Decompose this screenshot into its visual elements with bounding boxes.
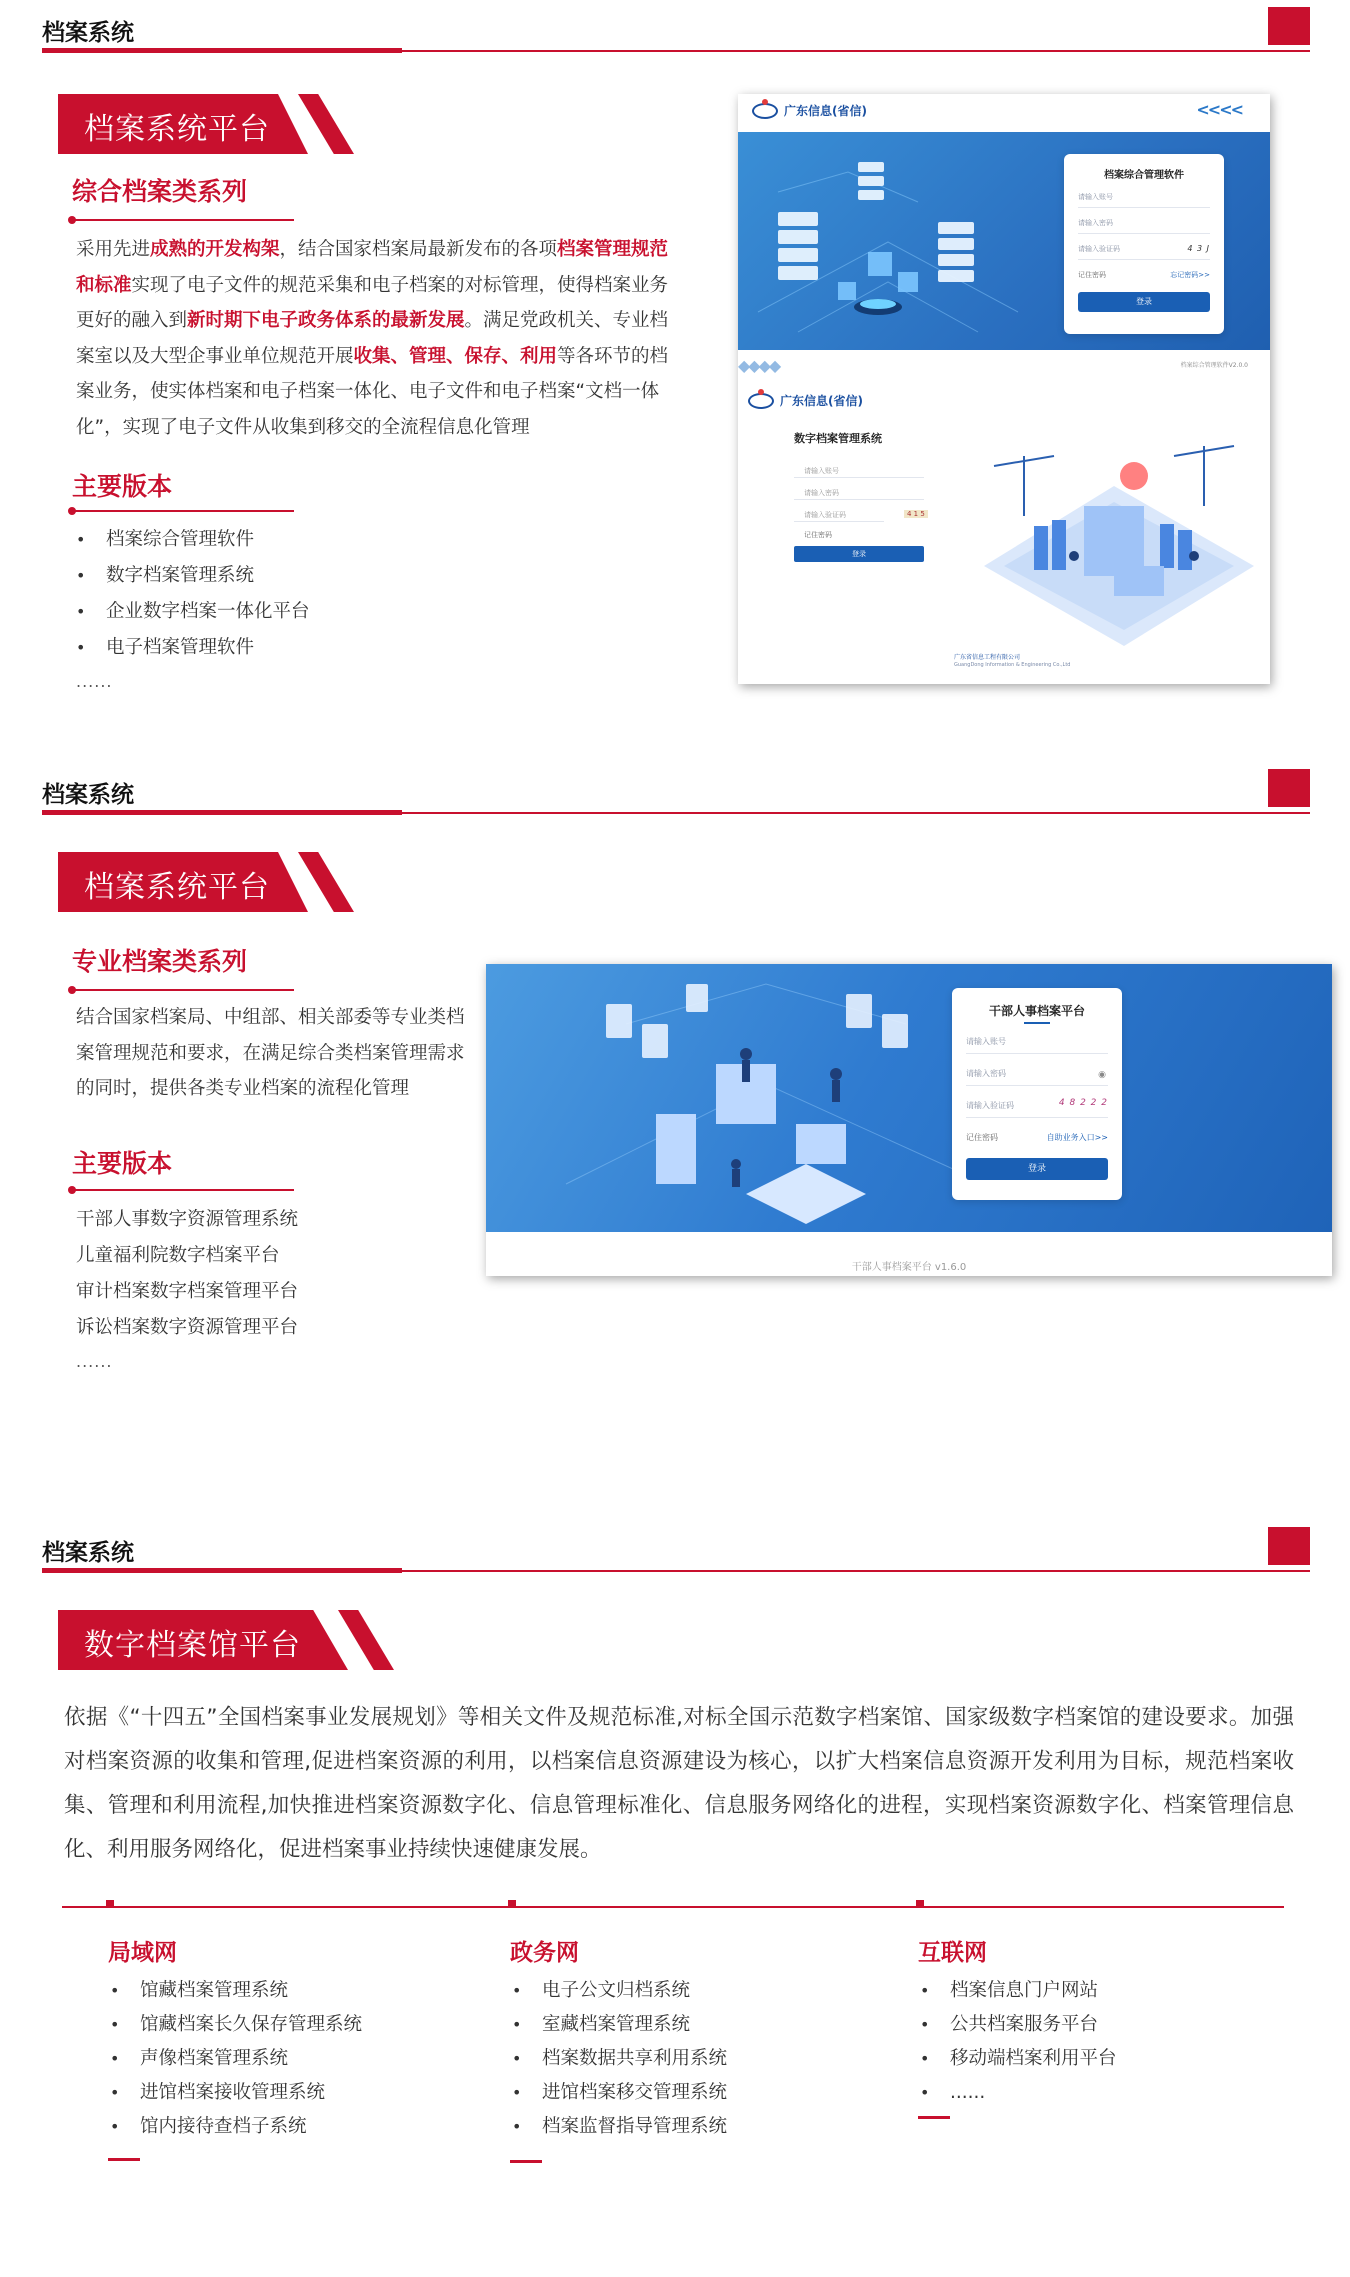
list-item: • 档案监督指导管理系统 — [510, 2110, 727, 2144]
banner-stripe — [298, 852, 354, 912]
highlight-text: 收集、管理、保存、利用 — [353, 345, 558, 367]
company-name-en: GuangDong Information & Engineering Co.,Ltd — [954, 662, 1071, 668]
section1-ellipsis: ...... — [76, 672, 113, 691]
section2-versions-title: 主要版本 — [72, 1149, 173, 1178]
platform-footer: 干部人事档案平台 v1.6.0 — [851, 1262, 967, 1273]
logo-text: 广东信息(省信) — [780, 394, 863, 408]
section1-series-title: 综合档案类系列 — [72, 177, 248, 206]
remember-checkbox[interactable]: 记住密码 — [1078, 271, 1106, 279]
company-name: 广东省信息工程有限公司 — [954, 654, 1021, 661]
column-footer-rule — [108, 2158, 140, 2161]
section1-paragraph — [76, 232, 670, 445]
password-input[interactable]: 请输入密码 — [966, 1068, 1108, 1086]
account-input[interactable]: 请输入账号 — [966, 1036, 1108, 1054]
highlight-text: 新时期下电子政务体系的最新发展 — [187, 310, 465, 331]
account-input[interactable]: 请输入账号 — [794, 466, 924, 478]
list-item: • 移动端档案利用平台 — [918, 2042, 1117, 2076]
network-divider — [62, 1906, 1284, 1908]
paragraph-text: 实现了电子文件的规范采集和电子档案的对标管理，使得档案业务更好的融入到 — [76, 274, 669, 331]
password-input[interactable]: 请输入密码 — [794, 488, 924, 500]
list-item: • ...... — [918, 2076, 1117, 2110]
captcha-image[interactable]: 4 3 J — [1187, 244, 1210, 253]
login-button[interactable]: 登录 — [1078, 292, 1210, 312]
network-lan-list — [108, 1974, 362, 2144]
list-item: • 档案信息门户网站 — [918, 1974, 1117, 2008]
header-corner-block — [1268, 1527, 1310, 1565]
paragraph-text: 。满足党政机关、专业档案室以及大型企事业单位规范开展 — [76, 310, 669, 367]
header-rule-accent — [42, 810, 402, 815]
highlight-text: 成熟的开发构架 — [150, 239, 280, 260]
list-item: • 企业数字档案一体化平台 — [76, 594, 310, 630]
list-item: • 声像档案管理系统 — [108, 2042, 362, 2076]
section3-banner — [58, 1610, 398, 1670]
section1-screenshot — [738, 94, 1270, 684]
login-card — [952, 988, 1122, 1200]
network-gov — [510, 1934, 870, 2174]
section2-screenshot — [486, 964, 1332, 1276]
section1-versions-list — [76, 522, 310, 666]
divider-dot — [106, 1900, 114, 1908]
network-internet — [918, 1934, 1258, 2174]
section1-versions-title: 主要版本 — [72, 472, 173, 501]
column-footer-rule — [510, 2160, 542, 2163]
versions-title-underline — [72, 1189, 294, 1191]
captcha-input[interactable]: 请输入验证码 — [794, 510, 884, 522]
section1-header — [42, 8, 1310, 52]
column-footer-rule — [918, 2116, 950, 2119]
list-item: • 电子公文归档系统 — [510, 1974, 727, 2008]
highlight-text: 档案管理规范和标准 — [76, 239, 669, 296]
section2-versions-list — [76, 1202, 298, 1346]
login-title: 档案综合管理软件 — [1104, 170, 1184, 181]
section3-header — [42, 1528, 1310, 1572]
paragraph-text: 等各环节的档案业务，使实体档案和电子档案一体化、电子文件和电子档案“文档一体化”，实现了电子文件从收集到移交的全流程信息化管理 — [76, 345, 669, 438]
remember-checkbox[interactable]: 记住密码 — [966, 1133, 998, 1142]
password-input[interactable]: 请输入密码 — [1078, 218, 1210, 234]
section2-banner — [58, 852, 358, 912]
server-illustration — [738, 132, 1038, 350]
archive-illustration — [964, 416, 1264, 656]
paragraph-text: ，结合国家档案局最新发布的各项 — [279, 239, 558, 260]
list-item: 儿童福利院数字档案平台 — [76, 1245, 280, 1266]
login-button[interactable]: 登录 — [966, 1158, 1108, 1180]
list-item: 审计档案数字档案管理平台 — [76, 1281, 299, 1302]
divider-dot — [916, 1900, 924, 1908]
header-rule-accent — [42, 48, 402, 53]
company-logo — [752, 102, 867, 119]
captcha-image[interactable]: 4 8 2 2 2 — [1058, 1098, 1108, 1108]
section3-header-title: 档案系统 — [42, 1540, 134, 1566]
header-rule-accent — [42, 1568, 402, 1573]
list-item: • 电子档案管理软件 — [76, 630, 310, 666]
eye-icon[interactable]: ◉ — [1098, 1070, 1106, 1080]
banner-stripe — [338, 1610, 394, 1670]
list-item: • 馆藏档案长久保存管理系统 — [108, 2008, 362, 2042]
section2-header — [42, 770, 1310, 814]
list-item: • 数字档案管理系统 — [76, 558, 310, 594]
login-screen-2 — [738, 416, 1270, 684]
logo-mark-icon — [748, 393, 774, 409]
series-title-underline — [72, 989, 294, 991]
network-gov-title: 政务网 — [510, 1940, 579, 1966]
login-screen-bg — [486, 964, 1332, 1232]
account-input[interactable]: 请输入账号 — [1078, 192, 1210, 208]
paragraph-text: 采用先进 — [76, 239, 151, 260]
section1-banner-title: 档案系统平台 — [84, 112, 270, 147]
section2-header-title: 档案系统 — [42, 782, 134, 808]
login-title: 干部人事档案平台 — [988, 1004, 1085, 1018]
list-item: • 公共档案服务平台 — [918, 2008, 1117, 2042]
forgot-password-link[interactable]: 忘记密码>> — [1170, 271, 1210, 279]
list-item: • 档案综合管理软件 — [76, 522, 310, 558]
section3-banner-title: 数字档案馆平台 — [84, 1628, 301, 1663]
section1-header-title: 档案系统 — [42, 20, 134, 46]
network-internet-list — [918, 1974, 1117, 2110]
section2-series-title: 专业档案类系列 — [72, 947, 248, 976]
section2-paragraph: 结合国家档案局、中组部、相关部委等专业类档案管理规范和要求，在满足综合类档案管理需求的同时，提供各类专业档案的流程化管理 — [76, 1007, 465, 1099]
header-corner-block — [1268, 769, 1310, 807]
chevrons-icon: <<<< — [1196, 100, 1242, 119]
captcha-input[interactable]: 请输入验证码 — [966, 1100, 1108, 1118]
series-title-underline — [72, 219, 294, 221]
remember-checkbox[interactable]: 记住密码 — [804, 531, 832, 539]
versions-title-underline — [72, 510, 294, 512]
network-gov-list — [510, 1974, 727, 2144]
section2-banner-title: 档案系统平台 — [84, 870, 270, 905]
list-item: • 馆内接待查档子系统 — [108, 2110, 362, 2144]
captcha-image[interactable]: 4 1 5 — [904, 510, 928, 518]
list-item: • 进馆档案接收管理系统 — [108, 2076, 362, 2110]
banner-stripe — [298, 94, 354, 154]
network-lan — [108, 1934, 468, 2174]
self-help-link[interactable]: 自助业务入口>> — [1046, 1133, 1108, 1142]
list-item: • 馆藏档案管理系统 — [108, 1974, 362, 2008]
company-logo-2 — [748, 392, 863, 409]
section3-paragraph: 依据《“十四五”全国档案事业发展规划》等相关文件及规范标准,对标全国示范数字档案馆、国家级数字档案馆的建设要求。加强对档案资源的收集和管理,促进档案资源的利用，以档案信息资源建设为核心，以扩大档案信息资源开发利用为目标，规范档案收集、管理和利用流程,加快推进档案资源数字化、信息管理标准化、信息服务网络化的进程，实现档案资源数字化、档案管理信息化、利用服务网络化，促进档案事业持续快速健康发展。 — [64, 1705, 1294, 1862]
list-item: 诉讼档案数字资源管理平台 — [76, 1317, 299, 1338]
section1-banner — [58, 94, 358, 154]
logo-mark-icon — [752, 103, 778, 119]
network-lan-title: 局域网 — [108, 1940, 177, 1966]
login-screen-1 — [738, 132, 1270, 350]
section2-ellipsis: ...... — [76, 1352, 113, 1371]
version-text: 档案综合管理软件V2.0.0 — [1180, 362, 1248, 369]
login-button[interactable]: 登录 — [794, 546, 924, 562]
list-item: 干部人事数字资源管理系统 — [76, 1209, 299, 1230]
login-screen-2-title: 数字档案管理系统 — [794, 432, 882, 445]
list-item: • 进馆档案移交管理系统 — [510, 2076, 727, 2110]
network-internet-title: 互联网 — [918, 1940, 987, 1966]
captcha-input[interactable]: 请输入验证码 — [1078, 244, 1210, 260]
logo-text: 广东信息(省信) — [784, 104, 867, 118]
list-item: • 室藏档案管理系统 — [510, 2008, 727, 2042]
login-card-1 — [1064, 154, 1224, 334]
title-underline — [1024, 1022, 1050, 1024]
chevrons-icon: ◆◆◆◆ — [738, 356, 780, 375]
header-corner-block — [1268, 7, 1310, 45]
list-item: • 档案数据共享利用系统 — [510, 2042, 727, 2076]
divider-dot — [508, 1900, 516, 1908]
